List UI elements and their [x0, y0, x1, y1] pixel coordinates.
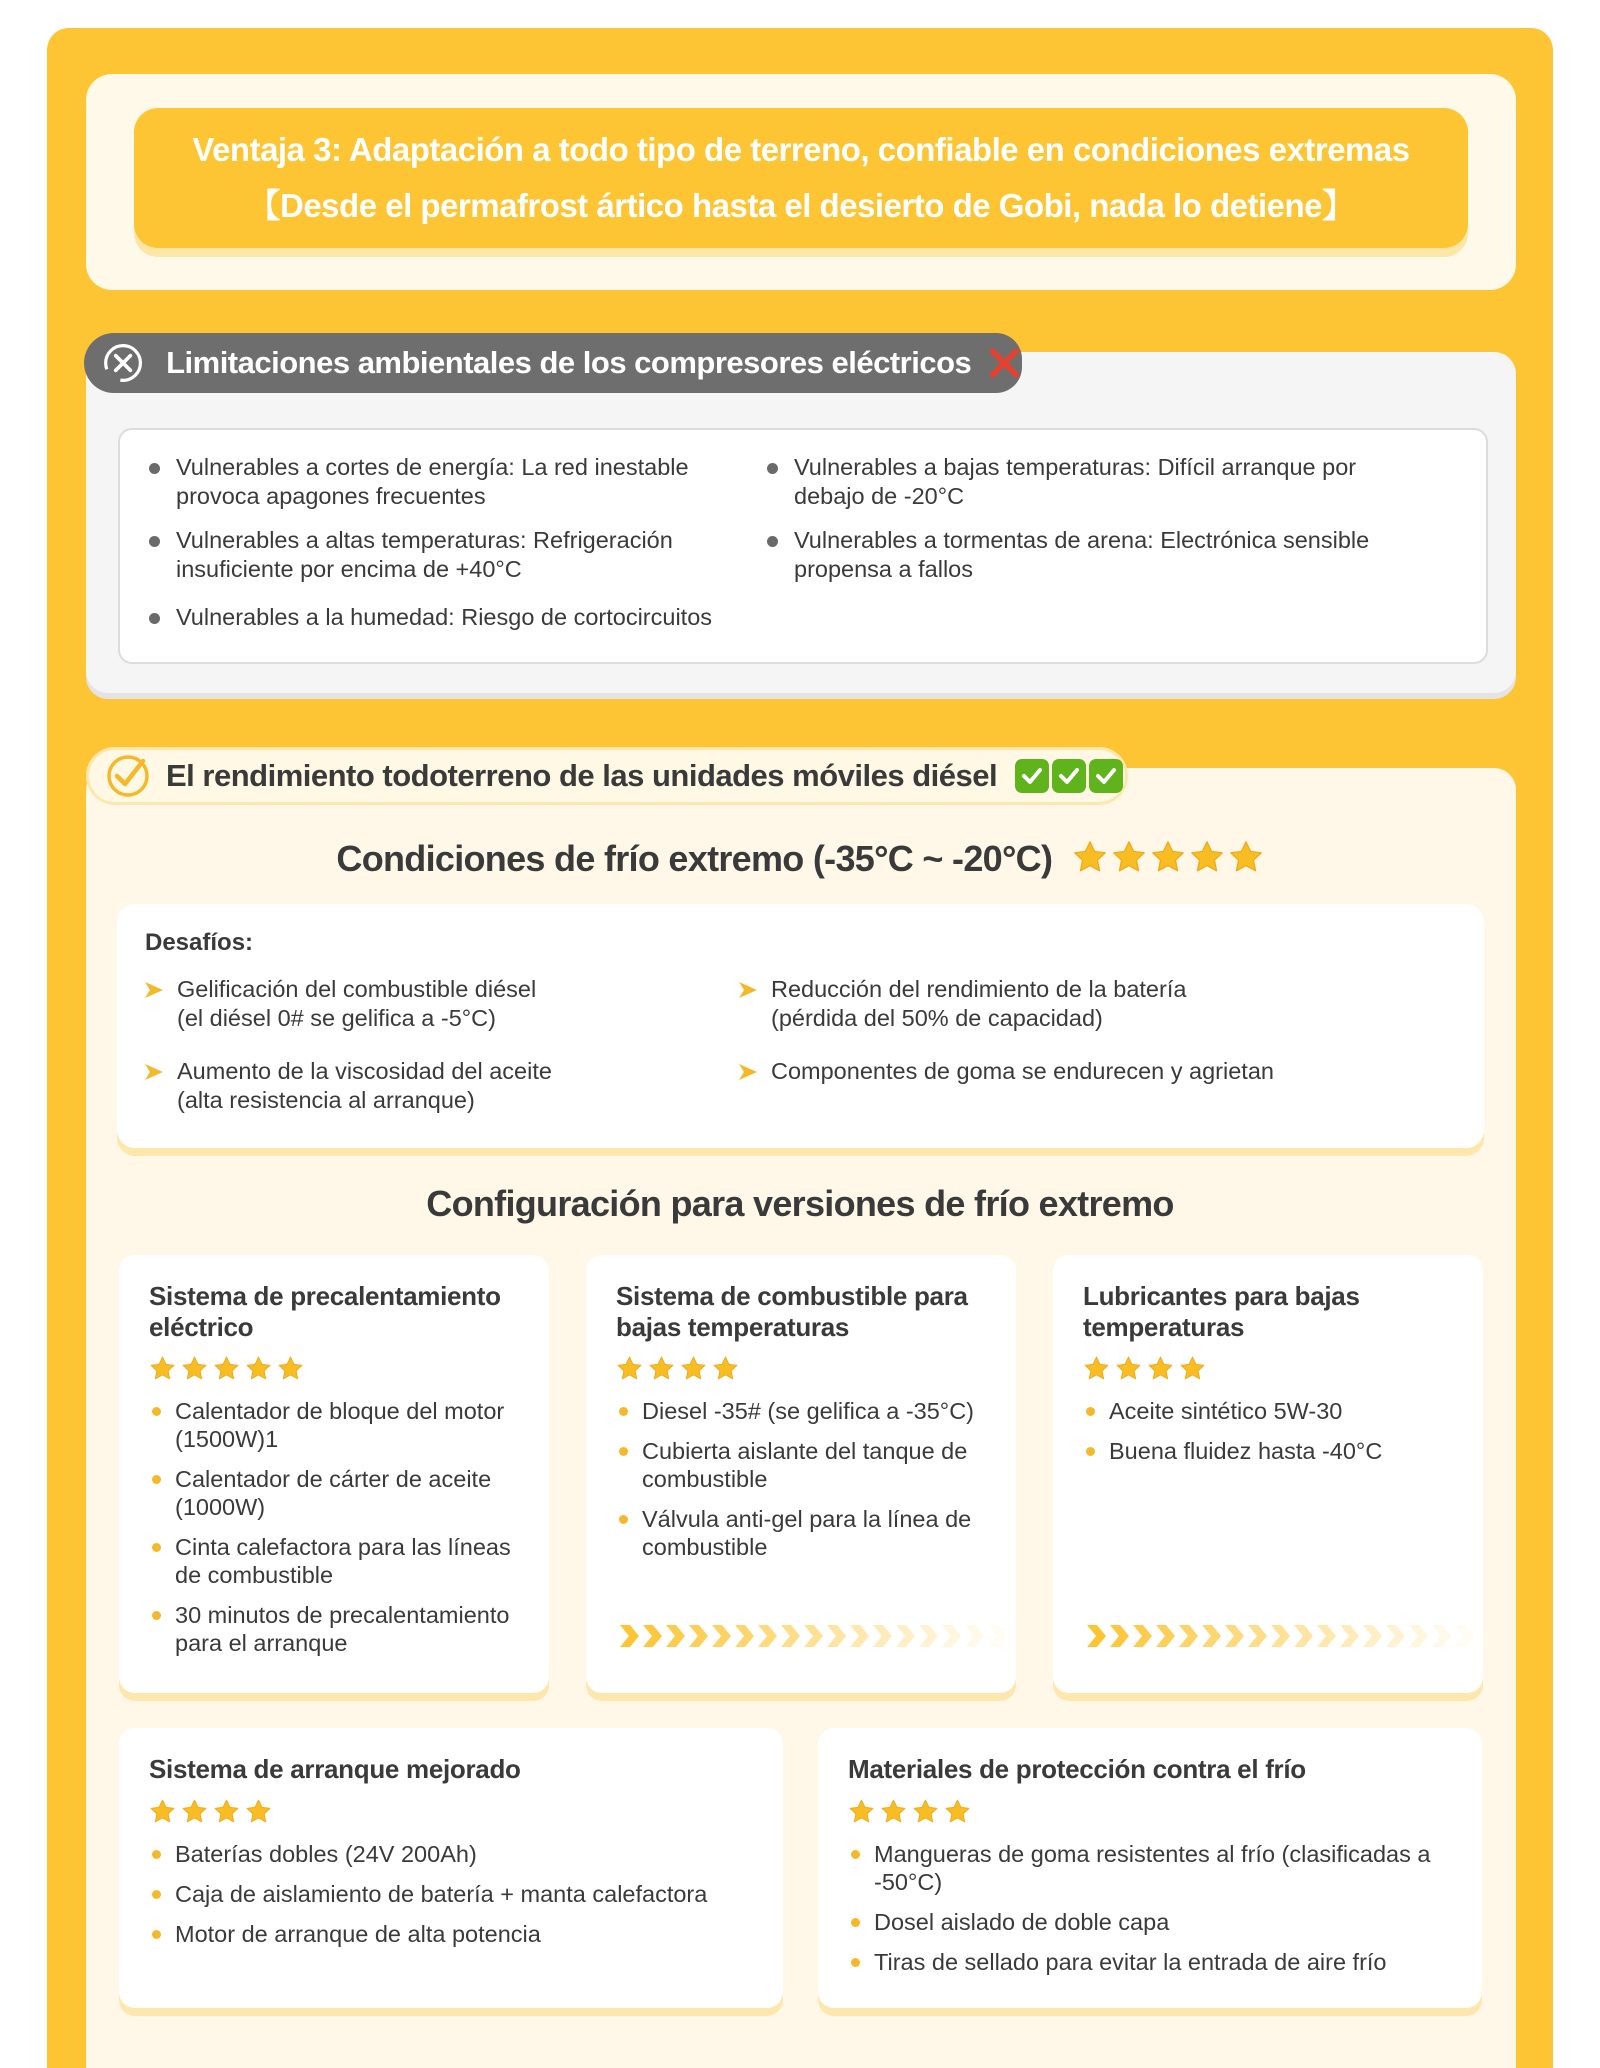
config-card-lubricants	[1053, 1255, 1483, 1693]
bullet-dot	[767, 536, 778, 547]
list-item: Diesel -35# (se gelifica a -35°C)	[642, 1397, 1002, 1425]
rating-stars	[616, 1355, 739, 1387]
star-icon	[149, 1355, 176, 1382]
green-check-icon	[1052, 759, 1086, 793]
list-item: Mangueras de goma resistentes al frío (clasificadas a -50°C)	[874, 1840, 1468, 1896]
arrow-bullet-icon	[144, 1063, 164, 1081]
bullet-dot	[619, 1515, 628, 1524]
list-item: Aumento de la viscosidad del aceite (alta resistencia al arranque)	[177, 1057, 552, 1115]
chevron-icon	[894, 1623, 916, 1649]
chevron-icon	[733, 1623, 755, 1649]
list-item: Baterías dobles (24V 200Ah)	[175, 1840, 769, 1868]
list-item: Vulnerables a altas temperaturas: Refrigeración insuficiente por encima de +40°C	[176, 526, 673, 584]
star-icon	[1083, 1355, 1110, 1382]
rating-stars	[1083, 1355, 1206, 1387]
chevron-icon	[779, 1623, 801, 1649]
star-icon	[181, 1355, 208, 1382]
chevron-icon	[1108, 1623, 1130, 1649]
list-item: Cubierta aislante del tanque de combustible	[642, 1437, 1002, 1493]
chevron-icon	[917, 1623, 939, 1649]
star-icon	[213, 1355, 240, 1382]
limitations-tag	[84, 333, 1022, 393]
challenges-box	[117, 904, 1484, 1148]
bullet-dot	[619, 1447, 628, 1456]
bullet-dot	[149, 613, 160, 624]
bullet-dot	[152, 1407, 161, 1416]
star-icon	[245, 1798, 272, 1825]
star-icon	[648, 1355, 675, 1382]
header-subtitle: 【Desde el permafrost ártico hasta el desierto de Gobi, nada lo detiene】	[247, 187, 1355, 224]
list-item: Componentes de goma se endurecen y agrietan	[771, 1057, 1274, 1086]
chevron-icon	[1085, 1623, 1107, 1649]
chevron-icon	[710, 1623, 732, 1649]
list-item: Calentador de bloque del motor (1500W)1	[175, 1397, 535, 1453]
limitations-title: Limitaciones ambientales de los compresores eléctricos	[166, 345, 972, 380]
arrow-bullet-icon	[738, 981, 758, 999]
chevron-icon	[1361, 1623, 1383, 1649]
chevron-icon	[1453, 1623, 1475, 1649]
star-icon	[1115, 1355, 1142, 1382]
list-item: Gelificación del combustible diésel (el diésel 0# se gelifica a -5°C)	[177, 975, 536, 1033]
chevron-icon	[963, 1623, 985, 1649]
bullet-dot	[1086, 1447, 1095, 1456]
star-icon	[1111, 839, 1147, 875]
challenges-label: Desafíos:	[145, 929, 254, 956]
bullet-dot	[152, 1543, 161, 1552]
list-item: 30 minutos de precalentamiento para el arranque	[175, 1601, 535, 1657]
chevron-icon	[1407, 1623, 1429, 1649]
chevron-icon	[1430, 1623, 1452, 1649]
star-icon	[680, 1355, 707, 1382]
list-item: Motor de arranque de alta potencia	[175, 1920, 769, 1948]
card-title: Lubricantes para bajas temperaturas	[1083, 1281, 1360, 1342]
list-item: Vulnerables a tormentas de arena: Electrónica sensible propensa a fallos	[794, 526, 1369, 584]
performance-tag	[86, 747, 1128, 805]
red-x-icon	[987, 344, 1022, 382]
chevron-icon	[848, 1623, 870, 1649]
list-item: Vulnerables a bajas temperaturas: Difícil arranque por debajo de -20°C	[794, 453, 1356, 511]
card-list	[642, 1397, 1002, 1573]
config-card-starting	[119, 1728, 783, 2008]
config-card-preheating	[119, 1255, 549, 1693]
card-list	[874, 1840, 1468, 1988]
bullet-dot	[149, 463, 160, 474]
chevron-icon	[1200, 1623, 1222, 1649]
bullet-dot	[851, 1918, 860, 1927]
list-item: Aceite sintético 5W-30	[1109, 1397, 1469, 1425]
card-list	[175, 1397, 535, 1669]
star-icon	[245, 1355, 272, 1382]
bullet-dot	[851, 1958, 860, 1967]
list-item: Válvula anti-gel para la línea de combustible	[642, 1505, 1002, 1561]
star-icon	[880, 1798, 907, 1825]
chevron-icon	[618, 1623, 640, 1649]
chevron-icon	[802, 1623, 824, 1649]
rating-stars	[1072, 839, 1264, 884]
chevron-icon	[1177, 1623, 1199, 1649]
green-check-icon	[1089, 759, 1123, 793]
chevron-icon	[1292, 1623, 1314, 1649]
star-icon	[848, 1798, 875, 1825]
chevron-icon	[1338, 1623, 1360, 1649]
star-icon	[1179, 1355, 1206, 1382]
chevron-decoration	[1085, 1623, 1475, 1649]
rating-stars	[149, 1355, 304, 1387]
chevron-icon	[1223, 1623, 1245, 1649]
limitations-list	[118, 428, 1488, 664]
chevron-icon	[1384, 1623, 1406, 1649]
chevron-icon	[1315, 1623, 1337, 1649]
check-group	[1015, 759, 1123, 793]
list-item: Dosel aislado de doble capa	[874, 1908, 1468, 1936]
chevron-icon	[1269, 1623, 1291, 1649]
star-icon	[149, 1798, 176, 1825]
config-heading: Configuración para versiones de frío extremo	[426, 1183, 1174, 1224]
config-card-fuel	[586, 1255, 1016, 1693]
list-item: Cinta calefactora para las líneas de combustible	[175, 1533, 535, 1589]
card-title: Sistema de arranque mejorado	[149, 1754, 521, 1784]
star-icon	[1228, 839, 1264, 875]
list-item: Reducción del rendimiento de la batería (pérdida del 50% de capacidad)	[771, 975, 1186, 1033]
card-list	[175, 1840, 769, 1960]
chevron-icon	[664, 1623, 686, 1649]
chevron-icon	[986, 1623, 1008, 1649]
list-item: Caja de aislamiento de batería + manta calefactora	[175, 1880, 769, 1908]
list-item: Tiras de sellado para evitar la entrada de aire frío	[874, 1948, 1468, 1976]
chevron-icon	[641, 1623, 663, 1649]
star-icon	[181, 1798, 208, 1825]
bullet-dot	[767, 463, 778, 474]
list-item: Vulnerables a la humedad: Riesgo de cortocircuitos	[176, 603, 712, 632]
bullet-dot	[152, 1475, 161, 1484]
star-icon	[1150, 839, 1186, 875]
bullet-dot	[851, 1850, 860, 1859]
star-icon	[277, 1355, 304, 1382]
performance-title: El rendimiento todoterreno de las unidades móviles diésel	[166, 758, 998, 793]
config-card-materials	[818, 1728, 1482, 2008]
star-icon	[1147, 1355, 1174, 1382]
header-title: Ventaja 3: Adaptación a todo tipo de terreno, confiable en condiciones extremas	[192, 131, 1410, 168]
chevron-icon	[871, 1623, 893, 1649]
header-banner	[134, 108, 1468, 248]
chevron-icon	[687, 1623, 709, 1649]
chevron-icon	[825, 1623, 847, 1649]
card-title: Materiales de protección contra el frío	[848, 1754, 1306, 1784]
bullet-dot	[149, 536, 160, 547]
chevron-icon	[1246, 1623, 1268, 1649]
star-icon	[712, 1355, 739, 1382]
cold-conditions-heading: Condiciones de frío extremo (-35°C ~ -20°C)	[0, 838, 1600, 884]
list-item: Calentador de cárter de aceite (1000W)	[175, 1465, 535, 1521]
chevron-icon	[1154, 1623, 1176, 1649]
card-title: Sistema de precalentamiento eléctrico	[149, 1281, 501, 1342]
bullet-dot	[152, 1930, 161, 1939]
arrow-bullet-icon	[738, 1063, 758, 1081]
star-icon	[213, 1798, 240, 1825]
bullet-dot	[152, 1890, 161, 1899]
list-item: Vulnerables a cortes de energía: La red inestable provoca apagones frecuentes	[176, 453, 689, 511]
arrow-bullet-icon	[144, 981, 164, 999]
star-icon	[944, 1798, 971, 1825]
star-icon	[1189, 839, 1225, 875]
bullet-dot	[152, 1850, 161, 1859]
chevron-icon	[756, 1623, 778, 1649]
green-check-icon	[1015, 759, 1049, 793]
rating-stars	[149, 1798, 272, 1830]
chevron-decoration	[618, 1623, 1008, 1649]
bullet-dot	[1086, 1407, 1095, 1416]
card-title: Sistema de combustible para bajas temperaturas	[616, 1281, 968, 1342]
x-circle-icon	[102, 340, 144, 386]
bullet-dot	[619, 1407, 628, 1416]
list-item: Buena fluidez hasta -40°C	[1109, 1437, 1469, 1465]
check-circle-icon	[104, 752, 152, 800]
card-list	[1109, 1397, 1469, 1477]
rating-stars	[848, 1798, 971, 1830]
star-icon	[912, 1798, 939, 1825]
star-icon	[616, 1355, 643, 1382]
star-icon	[1072, 839, 1108, 875]
chevron-icon	[940, 1623, 962, 1649]
chevron-icon	[1131, 1623, 1153, 1649]
bullet-dot	[152, 1611, 161, 1620]
